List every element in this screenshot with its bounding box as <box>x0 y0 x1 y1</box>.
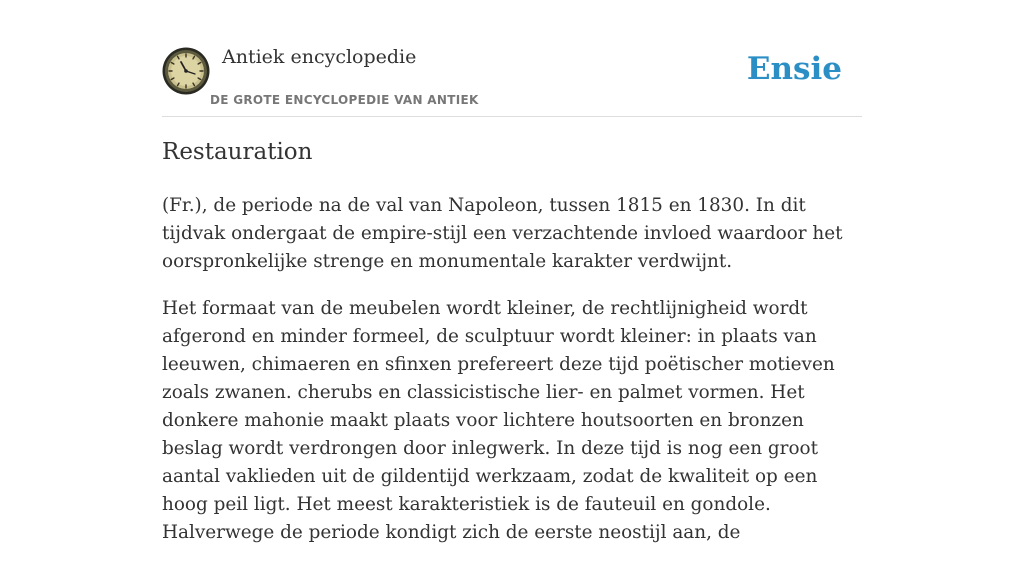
article-paragraph: (Fr.), de periode na de val van Napoleon, tussen 1815 en 1830. In dit tijdvak ondergaat de empire-stijl een verzachtende invloed waardoor het oorspronkelijke strenge en monumentale karakter verdwijnt. <box>162 195 843 272</box>
article-title: Restauration <box>162 139 313 165</box>
antique-clock-icon[interactable] <box>162 47 210 95</box>
brand-logo[interactable]: Ensie <box>746 51 842 87</box>
site-title[interactable]: Antiek encyclopedie <box>222 46 417 68</box>
site-subtitle: DE GROTE ENCYCLOPEDIE VAN ANTIEK <box>210 93 479 107</box>
article-body <box>162 192 867 566</box>
article-paragraph: Het formaat van de meubelen wordt kleiner, de rechtlijnigheid wordt afgerond en minder formeel, de sculptuur wordt kleiner: in plaats van leeuwen, chimaeren en sfinxen prefereert deze tijd poëtischer motieven zoals zwanen. cherubs en classicistische lier- en palmet vormen. Het donkere mahonie maakt plaats voor lichtere houtsoorten en bronzen beslag wordt verdrongen door inlegwerk. In deze tijd is nog een groot aantal vaklieden uit de gildentijd werkzaam, zodat de kwaliteit op een hoog peil ligt. Het meest karakteristiek is de fauteuil en gondole. Halverwege de periode kondigt zich de eerste neostijl aan, de <box>162 298 835 543</box>
site-header <box>162 40 862 117</box>
